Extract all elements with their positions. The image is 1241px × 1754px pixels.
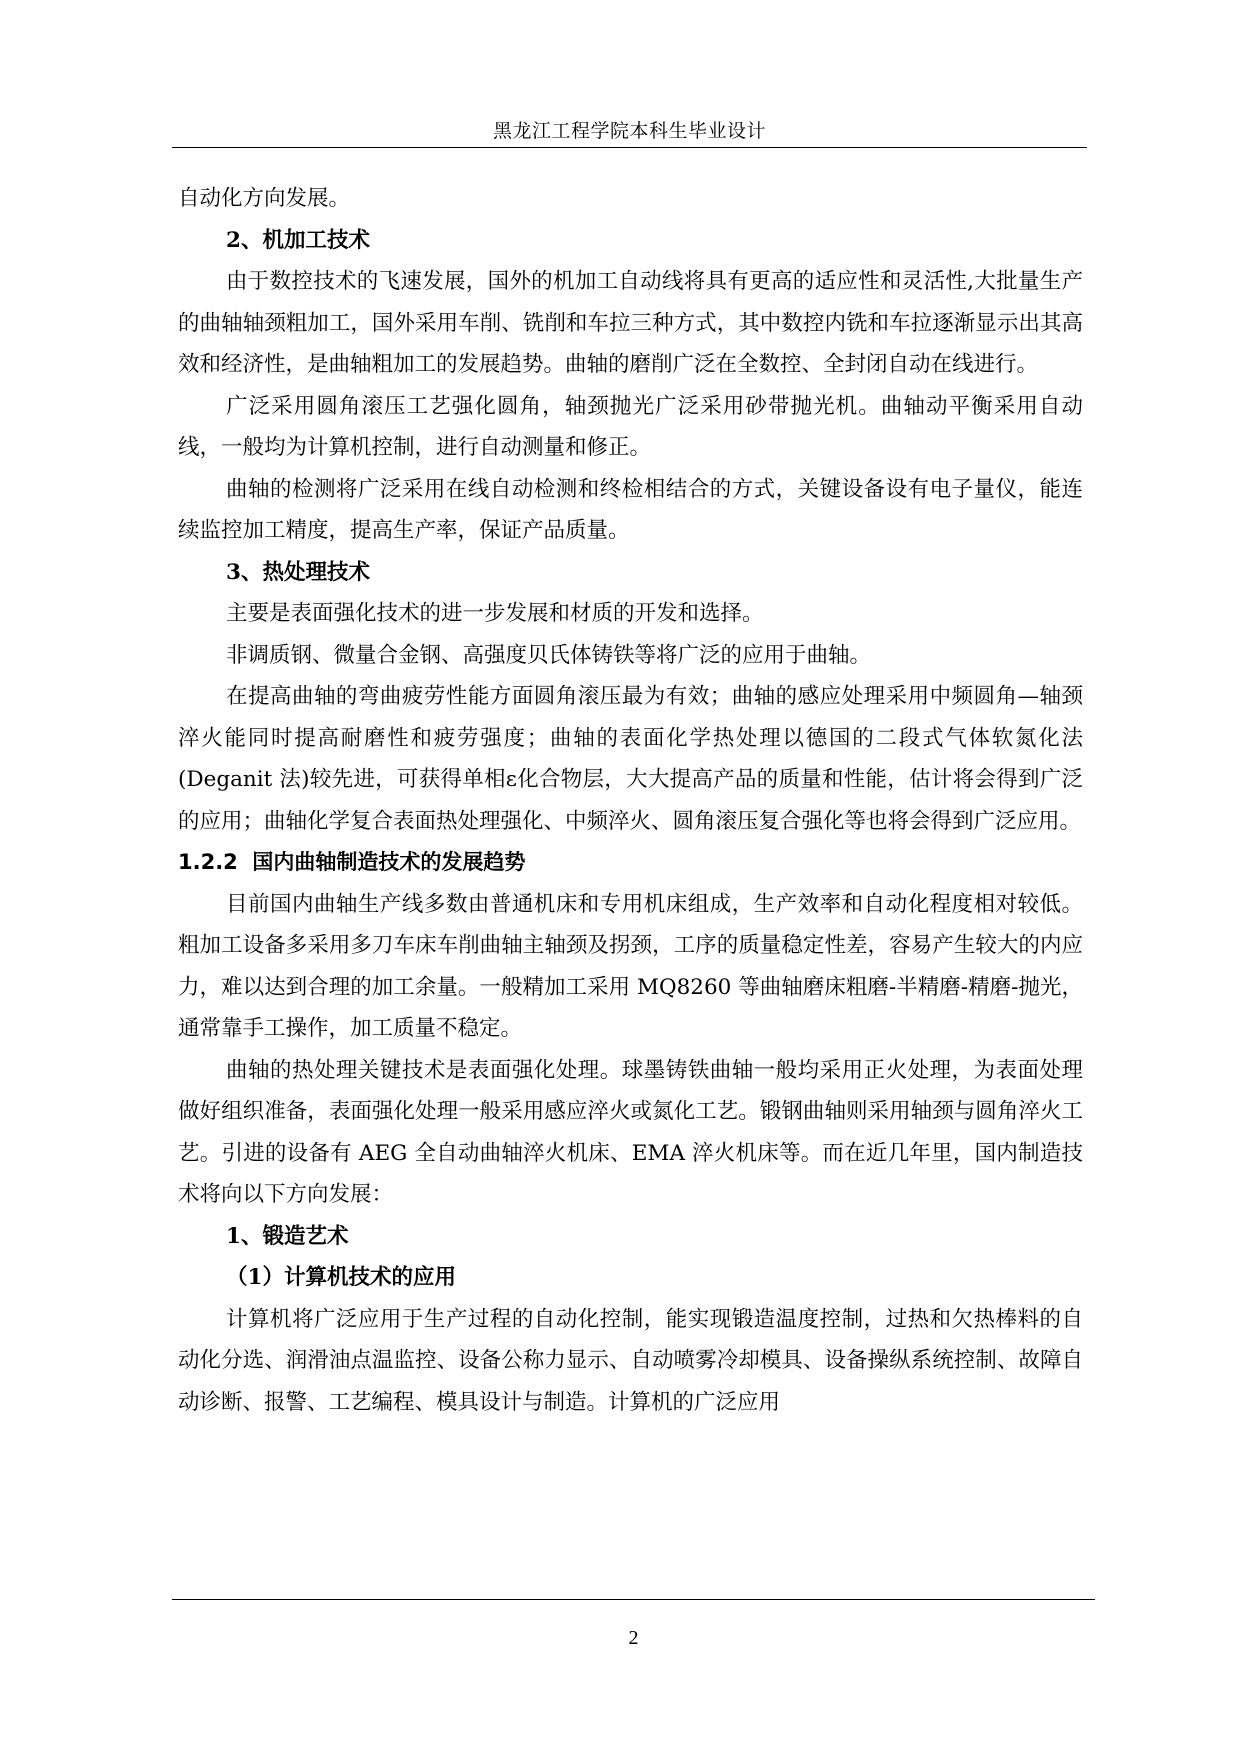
subheading-machining: 2、机加工技术 <box>226 227 370 253</box>
subheading-heat-treatment: 3、热处理技术 <box>226 559 370 585</box>
paragraph: 目前国内曲轴生产线多数由普通机床和专用机床组成，生产效率和自动化程度相对较低。粗加工设备多采用多刀车床车削曲轴主轴颈及拐颈，工序的质量稳定性差，容易产生较大的内应力，难以达到合理的加工余量。一般精加工采用 MQ8260 等曲轴磨床粗磨-半精磨-精磨-抛光，通常靠手工操作，加工质量不稳定。 <box>178 891 1083 1041</box>
body-text <box>178 178 1083 1423</box>
page-header-title: 黑龙江工程学院本科生毕业设计 <box>492 120 766 142</box>
subheading-computer-tech: （1）计算机技术的应用 <box>226 1265 456 1290</box>
paragraph: 曲轴的热处理关键技术是表面强化处理。球墨铸铁曲轴一般均采用正火处理，为表面处理做好组织准备，表面强化处理一般采用感应淬火或氮化工艺。锻钢曲轴则采用轴颈与圆角淬火工艺。引进的设备有 AEG 全自动曲轴淬火机床、EMA 淬火机床等。而在近几年里，国内制造技术将向以下方向发展： <box>178 1057 1083 1207</box>
paragraph: 曲轴的检测将广泛采用在线自动检测和终检相结合的方式，关键设备设有电子量仪，能连续监控加工精度，提高生产率，保证产品质量。 <box>178 476 1083 543</box>
section-number: 1.2.2 <box>178 850 238 874</box>
paragraph: 由于数控技术的飞速发展，国外的机加工自动线将具有更高的适应性和灵活性,大批量生产的曲轴轴颈粗加工，国外采用车削、铣削和车拉三种方式，其中数控内铣和车拉逐渐显示出其高效和经济性，是曲轴粗加工的发展趋势。曲轴的磨削广泛在全数控、全封闭自动在线进行。 <box>178 269 1083 377</box>
subheading-forging: 1、锻造艺术 <box>226 1223 349 1249</box>
paragraph-continuation: 自动化方向发展。 <box>178 186 351 211</box>
paragraph: 主要是表面强化技术的进一步发展和材质的开发和选择。 <box>226 601 764 626</box>
header-divider <box>172 147 1087 148</box>
section-heading <box>178 842 1083 884</box>
paragraph: 广泛采用圆角滚压工艺强化圆角，轴颈抛光广泛采用砂带抛光机。曲轴动平衡采用自动线，一般均为计算机控制，进行自动测量和修正。 <box>178 393 1083 460</box>
paragraph: 计算机将广泛应用于生产过程的自动化控制，能实现锻造温度控制，过热和欠热棒料的自动化分选、润滑油点温监控、设备公称力显示、自动喷雾冷却模具、设备操纵系统控制、故障自动诊断、报警、工艺编程、模具设计与制造。计算机的广泛应用 <box>178 1306 1083 1415</box>
section-title: 国内曲轴制造技术的发展趋势 <box>252 850 526 874</box>
footer-divider <box>172 1599 1095 1600</box>
paragraph: 非调质钢、微量合金钢、高强度贝氏体铸铁等将广泛的应用于曲轴。 <box>226 642 872 668</box>
paragraph: 在提高曲轴的弯曲疲劳性能方面圆角滚压最为有效；曲轴的感应处理采用中频圆角—轴颈淬火能同时提高耐磨性和疲劳强度；曲轴的表面化学热处理以德国的二段式气体软氮化法(Deganit 法)较先进，可获得单相ε化合物层，大大提高产品的质量和性能，估计将会得到广泛的应用；曲轴化学复合表面热处理强化、中频淬火、圆角滚压复合强化等也将会得到广泛应用。 <box>178 684 1083 834</box>
page-number: 2 <box>628 1627 639 1649</box>
